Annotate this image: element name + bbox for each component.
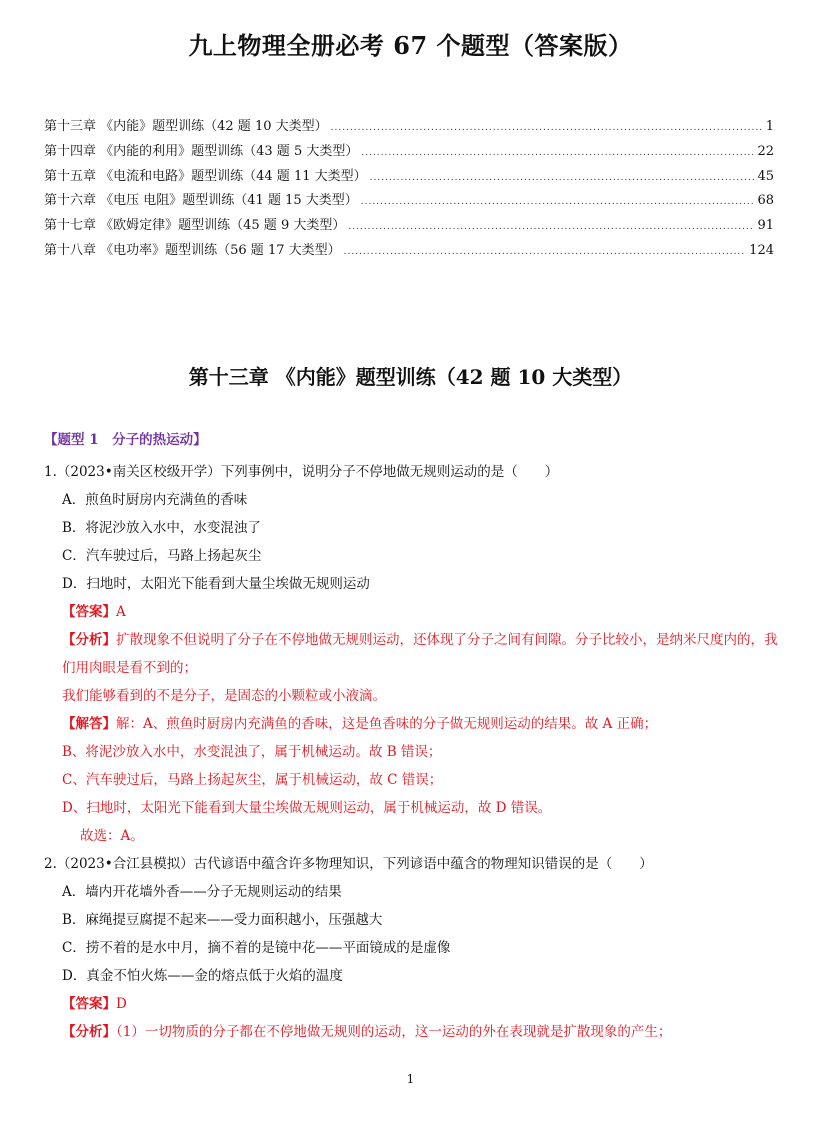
solution-text: B、将泥沙放入水中，水变混浊了，属于机械运动。故 B 错误； bbox=[62, 744, 442, 760]
toc-entry-page: 91 bbox=[757, 218, 774, 234]
answer-value: A bbox=[116, 604, 126, 620]
solution-text: D、扫地时，太阳光下能看到大量尘埃做无规则运动，属于机械运动，故 D 错误。 bbox=[62, 800, 552, 816]
toc-leader-dots bbox=[344, 247, 747, 257]
page-number: 1 bbox=[406, 1072, 415, 1086]
table-of-contents bbox=[44, 115, 774, 264]
answer-tag: 【答案】 bbox=[62, 996, 116, 1012]
toc-leader-dots bbox=[331, 123, 763, 133]
question-option: A．墙内开花墙外香——分子无规则运动的结果 bbox=[62, 884, 342, 900]
toc-entry-page: 22 bbox=[757, 143, 774, 159]
toc-leader-dots bbox=[348, 222, 754, 232]
toc-entry-label: 第十八章 《电功率》题型训练（56 题 17 大类型） bbox=[44, 242, 341, 258]
analysis-paragraph bbox=[44, 626, 779, 682]
question-option: B．将泥沙放入水中，水变混浊了 bbox=[62, 520, 261, 536]
chapter-title: 第十三章 《内能》题型训练（42 题 10 大类型） bbox=[188, 365, 633, 389]
toc-entry-label: 第十三章 《内能》题型训练（42 题 10 大类型） bbox=[44, 119, 328, 134]
toc-entry-page: 68 bbox=[757, 193, 774, 209]
solution-line bbox=[44, 710, 779, 738]
solution-tag: 【解答】 bbox=[62, 716, 116, 732]
analysis-line bbox=[44, 1018, 779, 1046]
toc-entry[interactable] bbox=[44, 165, 774, 190]
question-option: D．扫地时，太阳光下能看到大量尘埃做无规则运动 bbox=[62, 576, 370, 592]
toc-entry[interactable] bbox=[44, 239, 774, 264]
toc-entry-label: 第十五章 《电流和电路》题型训练（44 题 11 大类型） bbox=[44, 168, 367, 184]
question-stem: 1.（2023•南关区校级开学）下列事例中，说明分子不停地做无规则运动的是（ ） bbox=[44, 464, 559, 480]
question-option: A．煎鱼时厨房内充满鱼的香味 bbox=[62, 492, 248, 508]
toc-entry[interactable] bbox=[44, 214, 774, 239]
toc-entry-page: 45 bbox=[757, 168, 774, 184]
analysis-text: 我们能够看到的不是分子，是固态的小颗粒或小液滴。 bbox=[62, 688, 386, 704]
question-content bbox=[44, 426, 779, 1046]
answer-value: D bbox=[116, 996, 127, 1012]
toc-entry[interactable] bbox=[44, 115, 774, 140]
toc-entry-label: 第十四章 《内能的利用》题型训练（43 题 5 大类型） bbox=[44, 143, 359, 159]
toc-entry-page: 124 bbox=[749, 242, 774, 258]
answer-line bbox=[44, 990, 779, 1018]
question-option: D．真金不怕火炼——金的熔点低于火焰的温度 bbox=[62, 968, 343, 984]
question-option: C．汽车驶过后，马路上扬起灰尘 bbox=[62, 548, 262, 564]
section-heading: 【题型 1 分子的热运动】 bbox=[44, 432, 207, 448]
toc-leader-dots bbox=[361, 148, 754, 158]
question-option: C．捞不着的是水中月，摘不着的是镜中花——平面镜成的是虚像 bbox=[62, 940, 451, 956]
conclusion-text: 故选：A。 bbox=[80, 828, 144, 844]
solution-text: C、汽车驶过后，马路上扬起灰尘，属于机械运动，故 C 错误； bbox=[62, 772, 443, 788]
solution-text: 解：A、煎鱼时厨房内充满鱼的香味，这是鱼香味的分子做无规则运动的结果。故 A 正确； bbox=[116, 716, 658, 732]
toc-leader-dots bbox=[361, 197, 755, 207]
question-stem: 2.（2023•合江县模拟）古代谚语中蕴含许多物理知识，下列谚语中蕴含的物理知识错误的是（ ） bbox=[44, 856, 653, 872]
analysis-tag: 【分析】 bbox=[62, 632, 116, 648]
answer-line bbox=[44, 598, 779, 626]
toc-entry-label: 第十六章 《电压 电阻》题型训练（41 题 15 大类型） bbox=[44, 193, 358, 209]
document-title: 九上物理全册必考 67 个题型（答案版） bbox=[188, 31, 633, 60]
analysis-text: （1）一切物质的分子都在不停地做无规则的运动，这一运动的外在表现就是扩散现象的产生； bbox=[116, 1024, 672, 1040]
toc-entry-label: 第十七章 《欧姆定律》题型训练（45 题 9 大类型） bbox=[44, 218, 346, 234]
toc-leader-dots bbox=[370, 173, 755, 183]
analysis-text: 扩散现象不但说明了分子在不停地做无规则运动，还体现了分子之间有间隙。分子比较小，是纳米尺度内的，我们用肉眼是看不到的； bbox=[62, 632, 778, 676]
question-option: B．麻绳提豆腐提不起来——受力面积越小，压强越大 bbox=[62, 912, 383, 928]
toc-entry[interactable] bbox=[44, 189, 774, 214]
toc-entry-page: 1 bbox=[765, 119, 774, 134]
toc-entry[interactable] bbox=[44, 140, 774, 165]
answer-tag: 【答案】 bbox=[62, 604, 116, 620]
analysis-tag: 【分析】 bbox=[62, 1024, 116, 1040]
